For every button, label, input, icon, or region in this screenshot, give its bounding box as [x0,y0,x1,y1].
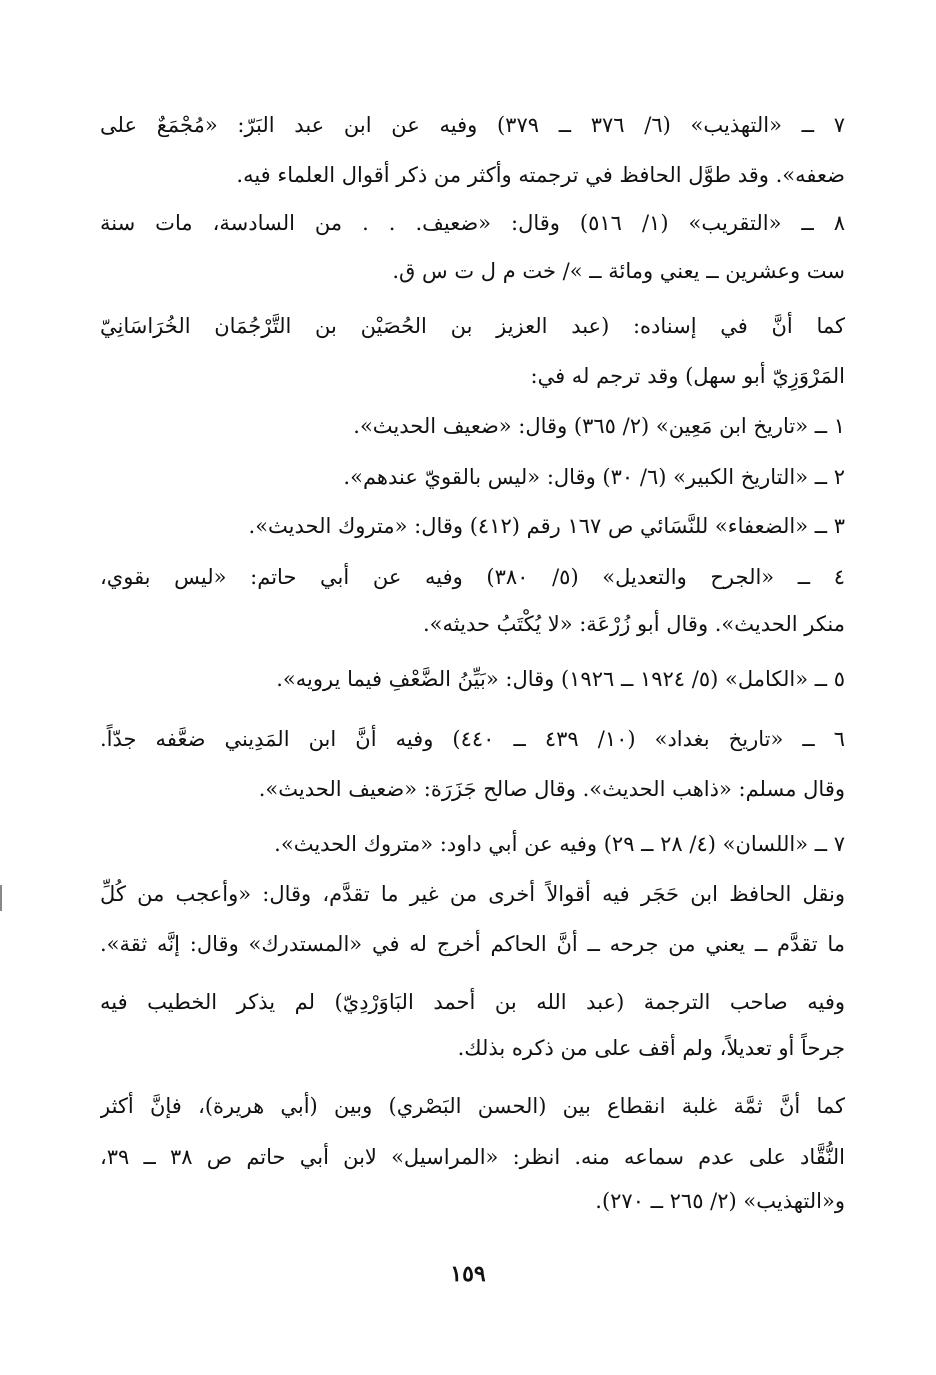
text-line-21: النُّقَّاد على عدم سماعه منه. انظر: «المراسيل» لابن أبي حاتم ص ٣٨ ــ ٣٩، [100,1145,845,1169]
text-line-20: كما أنَّ ثمَّة غلبة انقطاع بين (الحسن البَصْري) وبين (أبي هريرة)، فإنَّ أكثر [100,1094,845,1118]
page-number: ١٥٩ [450,1261,486,1287]
text-line-1: ٧ ــ «التهذيب» (٦/ ٣٧٦ ــ ٣٧٩) وفيه عن ابن عبد البَرّ: «مُجْمَعٌ على [100,113,845,137]
text-line-12: ٥ ــ «الكامل» (٥/ ١٩٢٤ ــ ١٩٢٦) وقال: «بَيِّنُ الضَّعْفِ فيما يرويه». [276,667,845,691]
text-line-13: ٦ ــ «تاريخ بغداد» (١٠/ ٤٣٩ ــ ٤٤٠) وفيه أنَّ ابن المَدِيني ضعَّفه جدّاً. [100,727,845,751]
text-line-6: المَرْوَزِيّ أبو سهل) وقد ترجم له في: [530,364,845,388]
text-line-7: ١ ــ «تاريخ ابن مَعِين» (٢/ ٣٦٥) وقال: «ضعيف الحديث». [353,414,845,438]
text-line-10: ٤ ــ «الجرح والتعديل» (٥/ ٣٨٠) وفيه عن أبي حاتم: «ليس بقوي، [100,565,845,589]
text-line-15: ٧ ــ «اللسان» (٤/ ٢٨ ــ ٢٩) وفيه عن أبي داود: «متروك الحديث». [274,832,845,856]
text-line-17: ما تقدَّم ــ يعني من جرحه ــ أنَّ الحاكم أخرج له في «المستدرك» وقال: إنَّه ثقة». [100,932,845,956]
text-line-9: ٣ ــ «الضعفاء» للنَّسَائي ص ١٦٧ رقم (٤١٢) وقال: «متروك الحديث». [248,514,845,538]
text-line-16: ونقل الحافظ ابن حَجَر فيه أقوالاً أخرى من غير ما تقدَّم، وقال: «وأعجب من كُلِّ [100,882,845,906]
text-line-2: ضعفه». وقد طوَّل الحافظ في ترجمته وأكثر من ذكر أقوال العلماء فيه. [236,163,845,187]
text-line-3: ٨ ــ «التقريب» (١/ ٥١٦) وقال: «ضعيف. . . من السادسة، مات سنة [100,211,845,235]
text-line-19: جرحاً أو تعديلاً، ولم أقف على من ذكره بذلك. [457,1036,845,1060]
text-line-5: كما أنَّ في إسناده: (عبد العزيز بن الحُصَيْن بن التَّرْجُمَان الخُرَاسَانِيّ [100,314,845,338]
text-line-4: ست وعشرين ــ يعني ومائة ــ »/ خت م ل ت س ق. [392,259,845,283]
scan-margin-mark [0,885,2,911]
text-line-14: وقال مسلم: «ذاهب الحديث». وقال صالح جَزَرَة: «ضعيف الحديث». [258,777,845,801]
text-line-8: ٢ ــ «التاريخ الكبير» (٦/ ٣٠) وقال: «ليس بالقويّ عندهم». [343,465,845,489]
text-line-18: وفيه صاحب الترجمة (عبد الله بن أحمد البَاوَرْدِيّ) لم يذكر الخطيب فيه [100,990,845,1014]
text-line-11: منكر الحديث». وقال أبو زُرْعَة: «لا يُكْتَبُ حديثه». [423,612,845,636]
text-line-22: و«التهذيب» (٢/ ٢٦٥ ــ ٢٧٠). [595,1189,845,1213]
